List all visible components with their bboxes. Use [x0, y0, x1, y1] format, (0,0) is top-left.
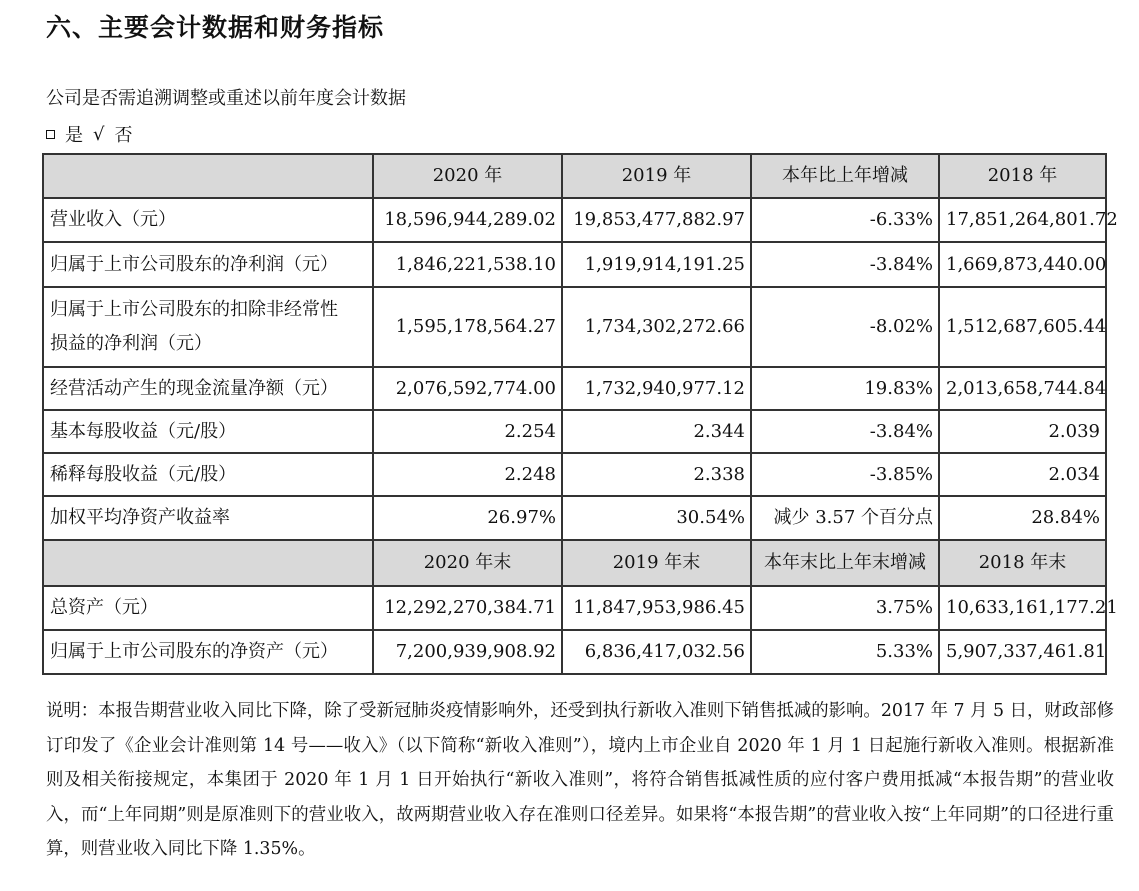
value-2018: 2,013,658,744.84: [939, 367, 1106, 410]
no-label: 否: [114, 125, 133, 146]
row-label: 加权平均净资产收益率: [43, 496, 373, 540]
value-2020: 18,596,944,289.02: [373, 198, 562, 242]
header-blank-cell: [43, 540, 373, 586]
value-2020: 12,292,270,384.71: [373, 586, 562, 630]
header-2018: 2018 年: [939, 154, 1106, 198]
section-title: 六、主要会计数据和财务指标: [46, 13, 385, 42]
table-row: [43, 630, 1106, 674]
header-2019: 2019 年: [562, 154, 751, 198]
value-2019: 11,847,953,986.45: [562, 586, 751, 630]
value-change: 19.83%: [751, 367, 939, 410]
header-change-end: 本年末比上年末增减: [751, 540, 939, 586]
table-row: [43, 242, 1106, 287]
value-2018: 2.034: [939, 453, 1106, 496]
row-label-line1: 归属于上市公司股东的扣除非经常性: [50, 299, 338, 320]
table-row: [43, 198, 1106, 242]
table-row: [43, 410, 1106, 453]
row-label: 归属于上市公司股东的净资产（元）: [43, 630, 373, 674]
row-label: 营业收入（元）: [43, 198, 373, 242]
row-label: 归属于上市公司股东的净利润（元）: [43, 242, 373, 287]
row-label: 稀释每股收益（元/股）: [43, 453, 373, 496]
value-2018: 10,633,161,177.21: [939, 586, 1106, 630]
table-row: [43, 367, 1106, 410]
restatement-question: 公司是否需追溯调整或重述以前年度会计数据: [46, 88, 406, 109]
value-change: 5.33%: [751, 630, 939, 674]
yes-label: 是: [65, 125, 83, 146]
explanation-note: 说明：本报告期营业收入同比下降，除了受新冠肺炎疫情影响外，还受到执行新收入准则下销售抵减的影响。2017 年 7 月 5 日，财政部修订印发了《企业会计准则第 14 号——收入》（以下简称“新收入准则”），境内上市企业自 2020 年 1 月 1 日起施行新收入准则。根据新准则及相关衔接规定，本集团于 2020 年 1 月 1 日开始执行“新收入准则”，将符合销售抵减性质的应付客户费用抵减“本报告期”的营业收入，而“上年同期”则是原准则下的营业收入，故两期营业收入存在准则口径差异。如果将“本报告期”的营业收入按“上年同期”的口径进行重算，则营业收入同比下降 1.35%。: [46, 701, 1114, 859]
check-mark-icon: √: [93, 123, 105, 145]
value-2019: 2.344: [562, 410, 751, 453]
value-2020: 2.254: [373, 410, 562, 453]
value-2019: 30.54%: [562, 496, 751, 540]
header-2020-end: 2020 年末: [373, 540, 562, 586]
value-2018: 17,851,264,801.72: [939, 198, 1106, 242]
table-row: [43, 586, 1106, 630]
value-change: 3.75%: [751, 586, 939, 630]
row-label: [43, 287, 373, 367]
value-2019: 2.338: [562, 453, 751, 496]
header-2020: 2020 年: [373, 154, 562, 198]
value-2020: 1,846,221,538.10: [373, 242, 562, 287]
value-2020: 1,595,178,564.27: [373, 287, 562, 367]
value-2019: 6,836,417,032.56: [562, 630, 751, 674]
value-2020: 2.248: [373, 453, 562, 496]
value-change: -3.85%: [751, 453, 939, 496]
restatement-options: [46, 121, 132, 147]
value-2020: 7,200,939,908.92: [373, 630, 562, 674]
value-2018: 1,512,687,605.44: [939, 287, 1106, 367]
value-2019: 1,919,914,191.25: [562, 242, 751, 287]
value-2020: 2,076,592,774.00: [373, 367, 562, 410]
value-2018: 2.039: [939, 410, 1106, 453]
header-2018-end: 2018 年末: [939, 540, 1106, 586]
value-2019: 1,732,940,977.12: [562, 367, 751, 410]
value-2018: 28.84%: [939, 496, 1106, 540]
table-row: [43, 453, 1106, 496]
table-header-row: [43, 154, 1106, 198]
value-change: -3.84%: [751, 242, 939, 287]
row-label: 经营活动产生的现金流量净额（元）: [43, 367, 373, 410]
row-label: 基本每股收益（元/股）: [43, 410, 373, 453]
value-change: -3.84%: [751, 410, 939, 453]
table-header-row: [43, 540, 1106, 586]
header-blank-cell: [43, 154, 373, 198]
yes-checkbox: [46, 130, 55, 139]
value-change: -8.02%: [751, 287, 939, 367]
table-row: [43, 287, 1106, 367]
header-2019-end: 2019 年末: [562, 540, 751, 586]
value-2020: 26.97%: [373, 496, 562, 540]
value-change: 减少 3.57 个百分点: [751, 496, 939, 540]
row-label: 总资产（元）: [43, 586, 373, 630]
value-2018: 5,907,337,461.81: [939, 630, 1106, 674]
value-change: -6.33%: [751, 198, 939, 242]
value-2019: 1,734,302,272.66: [562, 287, 751, 367]
value-2018: 1,669,873,440.00: [939, 242, 1106, 287]
row-label-line2: 损益的净利润（元）: [50, 333, 212, 354]
header-change: 本年比上年增减: [751, 154, 939, 198]
financial-indicators-table: [42, 153, 1118, 675]
value-2019: 19,853,477,882.97: [562, 198, 751, 242]
table-row: [43, 496, 1106, 540]
